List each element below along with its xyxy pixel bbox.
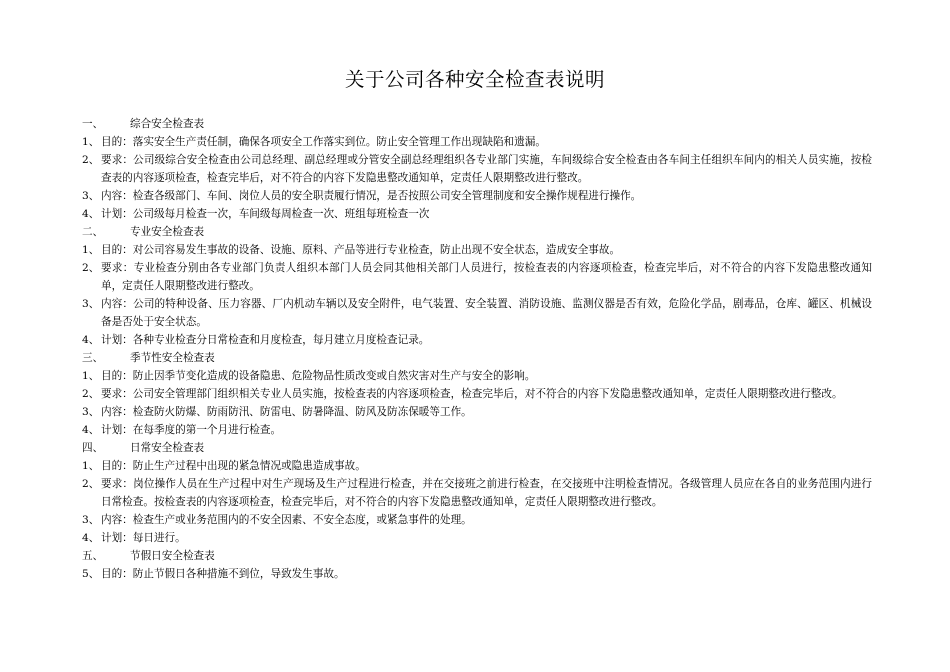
document-title: 关于公司各种安全检查表说明 [344,68,605,91]
item-number: 1、 [82,460,100,472]
list-item [82,133,872,151]
section-title: 节假日安全检查表 [130,550,215,562]
section-number: 四、 [82,442,104,454]
item-text: 要求：岗位操作人员在生产过程中对生产现场及生产过程进行检查，并在交接班之前进行检查，在交接班中注明检查情况。各级管理人员应在各自的业务范围内进行日常检查。按检查表的内容逐项检查，检查完毕后，对不符合的内容下发隐患整改通知单，定责任人限期整改进行整改。 [101,478,872,508]
item-text: 目的：防止生产过程中出现的紧急情况或隐患造成事故。 [101,460,366,472]
section-number: 三、 [82,352,104,364]
list-item [82,259,872,295]
item-number: 2、 [82,388,100,400]
section-heading [82,115,872,133]
list-item [82,565,872,583]
item-number: 4、 [82,334,100,346]
item-text: 内容：检查生产或业务范围内的不安全因素、不安全态度，或紧急事件的处理。 [101,514,472,526]
section-title: 季节性安全检查表 [130,352,215,364]
item-text: 内容：公司的特种设备、压力容器、厂内机动车辆以及安全附件，电气装置、安全装置、消防设施、监测仪器是否有效，危险化学品，剧毒品，仓库、罐区、机械设备是否处于安全状态。 [101,298,872,328]
list-item [82,385,872,403]
list-item [82,457,872,475]
item-number: 2、 [82,262,100,274]
item-number: 4、 [82,424,100,436]
item-text: 目的：防止因季节变化造成的设备隐患、危险物品性质改变或自然灾害对生产与安全的影响。 [101,370,536,382]
item-text: 计划：每日进行。 [101,532,186,544]
section-heading [82,223,872,241]
list-item [82,511,872,529]
list-item [82,367,872,385]
item-text: 目的：落实安全生产责任制，确保各项安全工作落实到位。防止安全管理工作出现缺陷和遗漏。 [101,136,546,148]
section-title: 日常安全检查表 [130,442,205,454]
item-number: 1、 [82,136,100,148]
item-text: 要求：公司级综合安全检查由公司总经理、副总经理或分管安全副总经理组织各专业部门实施，车间级综合安全检查由各车间主任组织车间内的相关人员实施，按检查表的内容逐项检查，检查完毕后，对不符合的内容下发隐患整改通知单，定责任人限期整改进行整改。 [101,154,872,184]
section-number: 一、 [82,118,104,130]
item-text: 要求：公司安全管理部门组织相关专业人员实施，按检查表的内容逐项检查，检查完毕后，对不符合的内容下发隐患整改通知单，定责任人限期整改进行整改。 [101,388,843,400]
section-title: 综合安全检查表 [130,118,205,130]
section-heading [82,349,872,367]
item-text: 计划：在每季度的第一个月进行检查。 [101,424,282,436]
item-number: 2、 [82,154,100,166]
item-number: 3、 [82,190,100,202]
item-number: 1、 [82,244,100,256]
list-item [82,205,872,223]
item-number: 4、 [82,532,100,544]
list-item [82,187,872,205]
item-number: 5、 [82,568,100,580]
document-body [82,115,872,583]
item-number: 1、 [82,370,100,382]
item-number: 3、 [82,514,100,526]
item-number: 4、 [82,208,100,220]
item-text: 内容：检查各级部门、车间、岗位人员的安全职责履行情况，是否按照公司安全管理制度和安全操作规程进行操作。 [101,190,642,202]
item-text: 目的：防止节假日各种措施不到位，导致发生事故。 [101,568,345,580]
item-text: 目的：对公司容易发生事故的设备、设施、原料、产品等进行专业检查，防止出现不安全状态，造成安全事故。 [101,244,621,256]
list-item [82,475,872,511]
section-number: 五、 [82,550,104,562]
list-item [82,421,872,439]
section-title: 专业安全检查表 [130,226,205,238]
item-text: 要求：专业检查分别由各专业部门负责人组织本部门人员会同其他相关部门人员进行，按检查表的内容逐项检查，检查完毕后，对不符合的内容下发隐患整改通知单，定责任人限期整改进行整改。 [101,262,872,292]
section-heading [82,439,872,457]
list-item [82,331,872,349]
list-item [82,529,872,547]
item-text: 计划：公司级每月检查一次，车间级每周检查一次、班组每班检查一次 [101,208,430,220]
item-text: 内容：检查防火防爆、防雨防汛、防雷电、防暑降温、防风及防冻保暖等工作。 [101,406,472,418]
list-item [82,151,872,187]
item-text: 计划：各种专业检查分日常检查和月度检查，每月建立月度检查记录。 [101,334,430,346]
item-number: 3、 [82,298,100,310]
section-number: 二、 [82,226,104,238]
item-number: 3、 [82,406,100,418]
list-item [82,241,872,259]
list-item [82,403,872,421]
section-heading [82,547,872,565]
item-number: 2、 [82,478,100,490]
list-item [82,295,872,331]
